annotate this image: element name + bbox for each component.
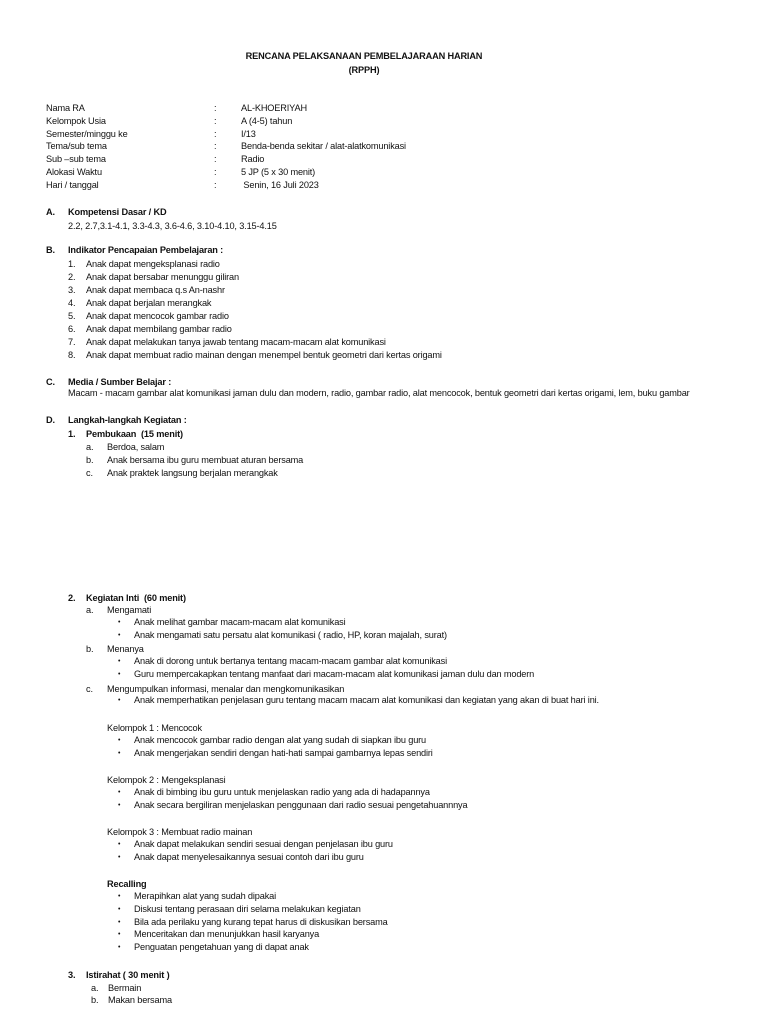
rest-heading: Istirahat ( 30 menit )	[86, 970, 170, 980]
bullet-icon: •	[118, 802, 121, 809]
list-item-letter: a.	[86, 442, 94, 452]
list-item: Anak di dorong untuk bertanya tentang macam-macam gambar alat komunikasi	[134, 656, 447, 666]
list-item-number: 6.	[68, 324, 76, 334]
list-item: Anak dapat bersabar menunggu giliran	[86, 272, 239, 282]
subsection-label: Mengumpulkan informasi, menalar dan mengkomunikasikan	[107, 684, 345, 694]
core-number: 2.	[68, 593, 76, 603]
section-c-letter: C.	[46, 377, 55, 387]
group-label: Kelompok 1 : Mencocok	[107, 723, 202, 733]
list-item: Diskusi tentang perasaan diri selama melakukan kegiatan	[134, 904, 361, 914]
list-item-number: 5.	[68, 311, 76, 321]
list-item: Bila ada perilaku yang kurang tepat harus di diskusikan bersama	[134, 917, 388, 927]
list-item: Makan bersama	[108, 995, 172, 1005]
section-b-heading: Indikator Pencapaian Pembelajaran :	[68, 245, 224, 255]
core-heading: Kegiatan Inti (60 menit)	[86, 593, 186, 603]
list-item: Anak dapat membaca q.s An-nashr	[86, 285, 225, 295]
list-item-number: 3.	[68, 285, 76, 295]
bullet-icon: •	[118, 919, 121, 926]
identity-sep: :	[214, 116, 217, 126]
section-d-heading: Langkah-langkah Kegiatan :	[68, 415, 187, 425]
identity-value-nama-ra: AL-KHOERIYAH	[241, 103, 307, 113]
bullet-icon: •	[118, 854, 121, 861]
section-a-heading: Kompetensi Dasar / KD	[68, 207, 167, 217]
identity-sep: :	[214, 129, 217, 139]
section-d-letter: D.	[46, 415, 55, 425]
list-item: Penguatan pengetahuan yang di dapat anak	[134, 942, 309, 952]
list-item: Guru mempercakapkan tentang manfaat dari macam-macam alat komunikasi jaman dulu dan modern	[134, 669, 535, 679]
list-item-letter: c.	[86, 468, 93, 478]
list-item: Anak dapat membilang gambar radio	[86, 324, 232, 334]
list-item-number: 7.	[68, 337, 76, 347]
bullet-icon: •	[118, 632, 121, 639]
list-item: Anak bersama ibu guru membuat aturan bersama	[107, 455, 304, 465]
list-item: Bermain	[108, 983, 142, 993]
list-item: Menceritakan dan menunjukkan hasil karyanya	[134, 929, 320, 939]
list-item-number: 4.	[68, 298, 76, 308]
identity-label-alokasi-waktu: Alokasi Waktu	[46, 167, 102, 177]
list-item-letter: b.	[86, 455, 94, 465]
identity-label-semester: Semester/minggu ke	[46, 129, 128, 139]
list-item: Anak praktek langsung berjalan merangkak	[107, 468, 278, 478]
list-item: Anak dapat mengeksplanasi radio	[86, 259, 220, 269]
identity-label-kelompok-usia: Kelompok Usia	[46, 116, 106, 126]
bullet-icon: •	[118, 619, 121, 626]
list-item: Anak dapat mencocok gambar radio	[86, 311, 229, 321]
bullet-icon: •	[118, 841, 121, 848]
identity-sep: :	[214, 141, 217, 151]
list-item-letter: a.	[86, 605, 94, 615]
bullet-icon: •	[118, 789, 121, 796]
opening-number: 1.	[68, 429, 76, 439]
list-item: Anak mengerjakan sendiri dengan hati-hati sampai gambarnya lepas sendiri	[134, 748, 433, 758]
identity-label-sub-sub-tema: Sub –sub tema	[46, 154, 106, 164]
identity-value-kelompok-usia: A (4-5) tahun	[241, 116, 293, 126]
bullet-icon: •	[118, 671, 121, 678]
bullet-icon: •	[118, 893, 121, 900]
recalling-heading: Recalling	[107, 879, 147, 889]
document-subtitle: (RPPH)	[348, 65, 380, 75]
list-item: Anak dapat melakukan tanya jawab tentang macam-macam alat komunikasi	[86, 337, 386, 347]
list-item: Anak dapat menyelesaikannya sesuai contoh dari ibu guru	[134, 852, 364, 862]
list-item-letter: c.	[86, 684, 93, 694]
group-label: Kelompok 2 : Mengeksplanasi	[107, 775, 226, 785]
subsection-label: Menanya	[107, 644, 144, 654]
bullet-icon: •	[118, 737, 121, 744]
list-item: Anak di bimbing ibu guru untuk menjelaskan radio yang ada di hadapannya	[134, 787, 430, 797]
list-item: Anak dapat berjalan merangkak	[86, 298, 212, 308]
bullet-icon: •	[118, 750, 121, 757]
list-item: Anak melihat gambar macam-macam alat komunikasi	[134, 617, 346, 627]
list-item: Berdoa, salam	[107, 442, 165, 452]
bullet-icon: •	[118, 944, 121, 951]
identity-label-tema: Tema/sub tema	[46, 141, 107, 151]
list-item: Anak mengamati satu persatu alat komunikasi ( radio, HP, koran majalah, surat)	[134, 630, 447, 640]
list-item-number: 8.	[68, 350, 76, 360]
opening-heading: Pembukaan (15 menit)	[86, 429, 183, 439]
identity-value-tema: Benda-benda sekitar / alat-alatkomunikasi	[241, 141, 406, 151]
identity-value-alokasi-waktu: 5 JP (5 x 30 menit)	[241, 167, 316, 177]
list-item-number: 2.	[68, 272, 76, 282]
identity-value-sub-sub-tema: Radio	[241, 154, 265, 164]
group-label: Kelompok 3 : Membuat radio mainan	[107, 827, 253, 837]
bullet-icon: •	[118, 906, 121, 913]
section-c-heading: Media / Sumber Belajar :	[68, 377, 172, 387]
section-c-body: Macam - macam gambar alat komunikasi jaman dulu dan modern, radio, gambar radio, alat mencocok, bentuk geometri dari kertas origami, lem, buku gambar	[68, 388, 690, 398]
bullet-icon: •	[118, 931, 121, 938]
bullet-icon: •	[118, 697, 121, 704]
identity-value-hari-tanggal: Senin, 16 Juli 2023	[241, 180, 319, 190]
identity-sep: :	[214, 154, 217, 164]
subsection-label: Mengamati	[107, 605, 152, 615]
list-item: Anak dapat melakukan sendiri sesuai dengan penjelasan ibu guru	[134, 839, 393, 849]
identity-label-nama-ra: Nama RA	[46, 103, 85, 113]
list-item: Anak memperhatikan penjelasan guru tentang macam macam alat komunikasi dan kegiatan yang akan di buat hari ini.	[134, 695, 599, 705]
identity-sep: :	[214, 103, 217, 113]
list-item: Anak secara bergiliran menjelaskan penggunaan dari radio sesuai pengetahuannnya	[134, 800, 468, 810]
section-a-body: 2.2, 2.7,3.1-4.1, 3.3-4.3, 3.6-4.6, 3.10-4.10, 3.15-4.15	[68, 221, 277, 231]
list-item: Merapihkan alat yang sudah dipakai	[134, 891, 276, 901]
list-item: Anak mencocok gambar radio dengan alat yang sudah di siapkan ibu guru	[134, 735, 427, 745]
list-item: Anak dapat membuat radio mainan dengan menempel bentuk geometri dari kertas origami	[86, 350, 442, 360]
identity-sep: :	[214, 180, 217, 190]
list-item-number: 1.	[68, 259, 76, 269]
identity-sep: :	[214, 167, 217, 177]
identity-value-semester: I/13	[241, 129, 256, 139]
rest-number: 3.	[68, 970, 76, 980]
identity-label-hari-tanggal: Hari / tanggal	[46, 180, 99, 190]
bullet-icon: •	[118, 658, 121, 665]
list-item-letter: a.	[91, 983, 99, 993]
document-title: RENCANA PELAKSANAAN PEMBELAJARAAN HARIAN	[245, 51, 483, 61]
list-item-letter: b.	[86, 644, 94, 654]
section-b-letter: B.	[46, 245, 55, 255]
section-a-letter: A.	[46, 207, 55, 217]
list-item-letter: b.	[91, 995, 99, 1005]
